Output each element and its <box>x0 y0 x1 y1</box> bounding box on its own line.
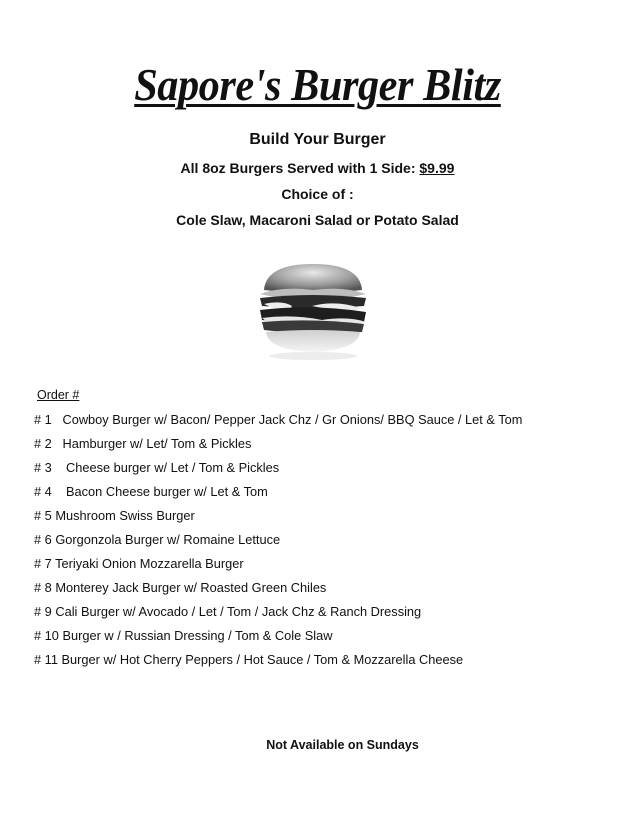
menu-item: # 8 Monterey Jack Burger w/ Roasted Green Chiles <box>34 580 327 595</box>
menu-item: # 11 Burger w/ Hot Cherry Peppers / Hot Sauce / Tom & Mozzarella Cheese <box>34 652 464 667</box>
served-line <box>0 160 635 176</box>
menu-item: # 10 Burger w / Russian Dressing / Tom & Cole Slaw <box>34 628 333 643</box>
burger-menu-list <box>34 412 522 676</box>
footer-note: Not Available on Sundays <box>266 738 419 752</box>
price: $9.99 <box>419 160 455 176</box>
menu-item: # 2 Hamburger w/ Let/ Tom & Pickles <box>34 436 252 451</box>
choice-label: Choice of : <box>281 186 354 202</box>
menu-title: Sapore's Burger Blitz <box>134 59 501 110</box>
menu-item: # 5 Mushroom Swiss Burger <box>34 508 195 523</box>
order-number-heading: Order # <box>37 388 80 402</box>
menu-item: # 7 Teriyaki Onion Mozzarella Burger <box>34 556 244 571</box>
menu-item: # 3 Cheese burger w/ Let / Tom & Pickles <box>34 460 280 475</box>
menu-item: # 1 Cowboy Burger w/ Bacon/ Pepper Jack Chz / Gr Onions/ BBQ Sauce / Let & Tom <box>34 412 523 427</box>
burger-image <box>252 260 374 370</box>
menu-item: # 4 Bacon Cheese burger w/ Let & Tom <box>34 484 268 499</box>
build-heading: Build Your Burger <box>249 131 386 148</box>
menu-item: # 9 Cali Burger w/ Avocado / Let / Tom / Jack Chz & Ranch Dressing <box>34 604 422 619</box>
sides-line: Cole Slaw, Macaroni Salad or Potato Salad <box>176 212 459 228</box>
served-text: All 8oz Burgers Served with 1 Side: <box>180 160 420 176</box>
menu-item: # 6 Gorgonzola Burger w/ Romaine Lettuce <box>34 532 281 547</box>
